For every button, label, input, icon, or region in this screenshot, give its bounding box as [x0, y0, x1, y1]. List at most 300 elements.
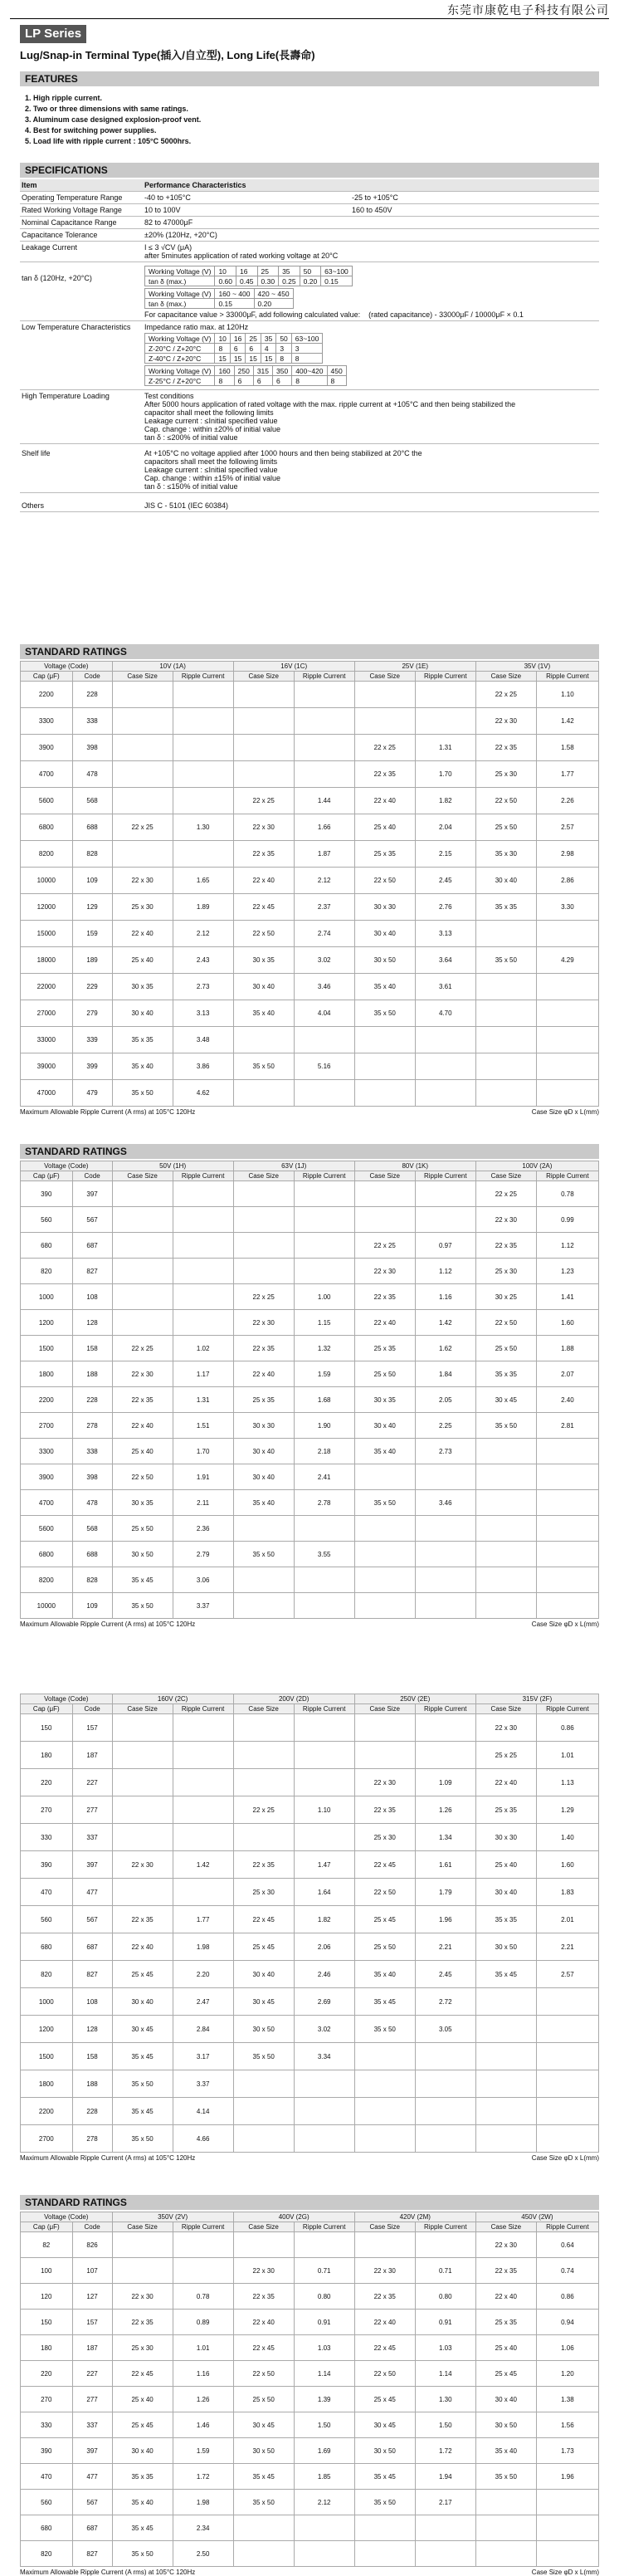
case-size-cell: 35 x 40: [354, 1439, 415, 1464]
sub-table-cell: 8: [292, 376, 327, 386]
ripple-cell: 3.64: [415, 947, 475, 974]
table-row: [21, 761, 599, 788]
cap-value: 470: [21, 2464, 73, 2490]
ripple-cell: 1.72: [415, 2438, 475, 2464]
features-list: [25, 93, 201, 147]
table-row: [21, 1567, 599, 1593]
tan-delta-table: [144, 266, 353, 286]
case-size-cell: [354, 1080, 415, 1107]
spec-row-load: [20, 390, 599, 444]
ripple-cell: 2.36: [173, 1516, 233, 1542]
sub-table-label: Working Voltage (V): [145, 289, 215, 299]
ripple-cell: 2.86: [536, 868, 598, 894]
ripple-cell: 1.01: [173, 2335, 233, 2361]
case-size-cell: 35 x 35: [112, 1027, 173, 1053]
case-size-cell: 30 x 40: [233, 1464, 294, 1490]
ripple-cell: [173, 708, 233, 735]
ripple-cell: 3.37: [173, 2070, 233, 2098]
case-size-cell: [475, 1988, 536, 2016]
ripple-cell: 1.40: [536, 1824, 598, 1851]
ripple-current-header: Ripple Current: [536, 1171, 598, 1181]
cap-value: 2200: [21, 1387, 73, 1413]
case-size-cell: 30 x 30: [233, 1413, 294, 1439]
table-row: [21, 1310, 599, 1336]
ripple-cell: 0.91: [415, 2310, 475, 2335]
ripple-cell: 1.72: [173, 2464, 233, 2490]
case-size-note: Case Size φD x L(mm): [531, 1108, 599, 1116]
ripple-cell: 1.96: [536, 2464, 598, 2490]
ripple-cell: 1.87: [294, 841, 354, 868]
case-size-cell: [354, 1567, 415, 1593]
spec-value: 10 to 100V: [144, 206, 181, 214]
case-size-header: Case Size: [475, 1704, 536, 1714]
sub-table-cell: 400~420: [292, 366, 327, 376]
ripple-current-header: Ripple Current: [294, 1171, 354, 1181]
ripple-cell: 1.03: [294, 2335, 354, 2361]
ripple-cell: [294, 2125, 354, 2153]
cap-code: 188: [72, 2070, 112, 2098]
case-size-cell: [475, 1464, 536, 1490]
table-row: [21, 841, 599, 868]
case-size-cell: 35 x 40: [112, 1053, 173, 1080]
ripple-cell: 1.30: [415, 2387, 475, 2412]
case-size-cell: [112, 708, 173, 735]
case-size-cell: 35 x 50: [233, 2490, 294, 2515]
case-size-cell: 22 x 35: [112, 1906, 173, 1933]
case-size-cell: [475, 2490, 536, 2515]
ripple-cell: 3.86: [173, 1053, 233, 1080]
sub-table-row: [145, 289, 294, 299]
ripple-cell: [536, 1027, 598, 1053]
case-size-cell: [233, 2098, 294, 2125]
spec-key: Shelf life: [22, 449, 51, 457]
case-size-header: Case Size: [354, 2222, 415, 2232]
case-size-cell: 25 x 40: [354, 814, 415, 841]
case-size-cell: 30 x 40: [475, 2387, 536, 2412]
cap-value: 82: [21, 2232, 73, 2258]
spec-row-leakage: [20, 242, 599, 262]
ripple-cell: [536, 1988, 598, 2016]
ripple-cell: 1.84: [415, 1361, 475, 1387]
case-size-cell: 35 x 50: [475, 2464, 536, 2490]
case-size-cell: [354, 1593, 415, 1619]
ripple-cell: 2.46: [294, 1961, 354, 1988]
code-header: Code: [72, 1171, 112, 1181]
case-size-cell: 22 x 40: [354, 788, 415, 814]
sub-table-cell: 6: [253, 376, 272, 386]
table-row: [21, 1259, 599, 1284]
cap-code: 228: [72, 2098, 112, 2125]
case-size-cell: 25 x 25: [475, 1742, 536, 1769]
ripple-cell: 2.12: [294, 2490, 354, 2515]
spec-line: tan δ : ≤200% of initial value: [144, 433, 238, 442]
case-size-cell: 35 x 50: [112, 2541, 173, 2567]
table-row: [21, 1207, 599, 1233]
ripple-cell: 1.79: [415, 1879, 475, 1906]
cap-code: 826: [72, 2232, 112, 2258]
ripple-cell: 1.26: [415, 1796, 475, 1824]
case-size-cell: [233, 2515, 294, 2541]
ripple-cell: [536, 1567, 598, 1593]
table-row: [21, 2412, 599, 2438]
case-size-cell: [112, 1310, 173, 1336]
case-size-cell: [354, 2098, 415, 2125]
table-footnote: [20, 1620, 599, 1628]
voltage-code-header: Voltage (Code): [21, 2212, 113, 2222]
ratings-table-2: [20, 1161, 599, 1628]
case-size-cell: 30 x 40: [112, 1000, 173, 1027]
case-size-cell: 22 x 45: [354, 1851, 415, 1879]
spec-perf-header: Performance Characteristics: [144, 181, 246, 189]
features-header: FEATURES: [20, 71, 599, 86]
ripple-cell: 1.12: [415, 1259, 475, 1284]
case-size-cell: [233, 2541, 294, 2567]
cap-code: 568: [72, 788, 112, 814]
case-size-cell: 22 x 25: [112, 814, 173, 841]
spec-key: High Temperature Loading: [22, 392, 110, 400]
ripple-cell: [173, 1714, 233, 1742]
case-size-cell: 35 x 35: [475, 894, 536, 921]
case-size-cell: 22 x 40: [233, 1361, 294, 1387]
ripple-cell: [173, 1259, 233, 1284]
ripple-cell: 1.77: [536, 761, 598, 788]
ripple-cell: 1.01: [536, 1742, 598, 1769]
cap-code: 108: [72, 1988, 112, 2016]
table-row: [21, 2070, 599, 2098]
case-size-cell: [475, 1000, 536, 1027]
case-size-cell: 35 x 40: [112, 2490, 173, 2515]
ripple-cell: 1.41: [536, 1284, 598, 1310]
cap-code: 398: [72, 735, 112, 761]
case-size-cell: 22 x 45: [233, 1906, 294, 1933]
case-size-cell: 22 x 50: [233, 2361, 294, 2387]
voltage-header: 350V (2V): [112, 2212, 233, 2222]
case-size-cell: [233, 708, 294, 735]
table-row: [21, 1742, 599, 1769]
ripple-cell: 0.78: [536, 1181, 598, 1207]
ratings-header: STANDARD RATINGS: [20, 1144, 599, 1159]
ripple-cell: [294, 1742, 354, 1769]
case-size-header: Case Size: [475, 1171, 536, 1181]
case-size-cell: [354, 2070, 415, 2098]
case-size-cell: [112, 1742, 173, 1769]
case-size-cell: [112, 841, 173, 868]
ripple-cell: [294, 2070, 354, 2098]
cap-value: 270: [21, 2387, 73, 2412]
case-size-cell: [475, 1542, 536, 1567]
case-size-cell: 22 x 50: [475, 1310, 536, 1336]
sub-table-row: [145, 299, 294, 309]
case-size-cell: 30 x 35: [112, 1490, 173, 1516]
cap-code: 187: [72, 2335, 112, 2361]
impedance-table: [144, 333, 323, 364]
sub-table-cell: 50: [300, 266, 321, 276]
cap-value: 100: [21, 2258, 73, 2284]
case-size-cell: 25 x 45: [112, 1961, 173, 1988]
case-size-cell: 22 x 40: [354, 2310, 415, 2335]
tan-note: For capacitance value > 33000μF, add following calculated value:: [144, 310, 361, 319]
ripple-cell: 3.55: [294, 1542, 354, 1567]
ripple-cell: [536, 974, 598, 1000]
ripple-cell: 1.10: [294, 1796, 354, 1824]
ripple-cell: 1.29: [536, 1796, 598, 1824]
cap-code: 187: [72, 1742, 112, 1769]
ripple-cell: 1.64: [294, 1879, 354, 1906]
cap-code: 277: [72, 1796, 112, 1824]
case-size-cell: 35 x 50: [112, 2125, 173, 2153]
case-size-cell: 22 x 45: [233, 894, 294, 921]
ripple-cell: 0.86: [536, 2284, 598, 2310]
company-name: 东莞市康乾电子科技有限公司: [447, 4, 609, 17]
case-size-cell: [354, 682, 415, 708]
spec-key: Others: [22, 501, 45, 510]
ripple-cell: 1.98: [173, 1933, 233, 1961]
ripple-cell: 2.34: [173, 2515, 233, 2541]
ripple-cell: 1.96: [415, 1906, 475, 1933]
table-row: [21, 2043, 599, 2070]
voltage-header: 200V (2D): [233, 1694, 354, 1704]
case-size-cell: [475, 2016, 536, 2043]
ripple-cell: [415, 1464, 475, 1490]
case-size-cell: 22 x 40: [112, 1933, 173, 1961]
case-size-cell: 35 x 50: [233, 1053, 294, 1080]
cap-value: 10000: [21, 1593, 73, 1619]
cap-value: 220: [21, 2361, 73, 2387]
ripple-cell: [415, 1542, 475, 1567]
cap-value: 560: [21, 2490, 73, 2515]
ripple-cell: [173, 2258, 233, 2284]
ripple-cell: 2.07: [536, 1361, 598, 1387]
product-subtitle: Lug/Snap-in Terminal Type(插入/自立型), Long Life(長壽命): [20, 49, 315, 61]
table-row: [21, 921, 599, 947]
cap-value: 3900: [21, 1464, 73, 1490]
ripple-cell: 2.69: [294, 1988, 354, 2016]
table-row: [21, 2335, 599, 2361]
case-size-cell: 30 x 45: [112, 2016, 173, 2043]
table-row: [21, 974, 599, 1000]
ripple-cell: 0.80: [294, 2284, 354, 2310]
spec-line: Leakage current : ≤Initial specified value: [144, 417, 278, 425]
sub-table-row: [145, 276, 353, 286]
ripple-cell: 4.62: [173, 1080, 233, 1107]
ripple-cell: 2.45: [415, 1961, 475, 1988]
spec-value: I ≤ 3 √CV (μA): [144, 243, 193, 252]
cap-value: 4700: [21, 761, 73, 788]
sub-table-row: [145, 344, 323, 354]
table-row: [21, 1906, 599, 1933]
sub-table-cell: 0.15: [215, 299, 254, 309]
ratings-table: [20, 2212, 599, 2567]
table-row: [21, 1361, 599, 1387]
case-size-cell: 35 x 30: [475, 841, 536, 868]
ripple-cell: 1.20: [536, 2361, 598, 2387]
sub-table-cell: 35: [279, 266, 300, 276]
case-size-cell: [475, 2043, 536, 2070]
ripple-current-header: Ripple Current: [173, 672, 233, 682]
ripple-cell: 1.50: [294, 2412, 354, 2438]
case-size-cell: 22 x 35: [112, 2310, 173, 2335]
spec-line: Leakage current : ≤Initial specified value: [144, 466, 278, 474]
ripple-cell: 2.76: [415, 894, 475, 921]
case-size-cell: [354, 1027, 415, 1053]
ripple-cell: 0.86: [536, 1714, 598, 1742]
ripple-cell: 0.99: [536, 1207, 598, 1233]
ripple-cell: [294, 761, 354, 788]
ripple-note: Maximum Allowable Ripple Current (A rms) at 105°C 120Hz: [20, 1108, 196, 1116]
cap-code: 397: [72, 1851, 112, 1879]
case-size-cell: [354, 1053, 415, 1080]
cap-code: 477: [72, 2464, 112, 2490]
sub-table-cell: 0.20: [300, 276, 321, 286]
case-size-cell: 30 x 45: [233, 1988, 294, 2016]
case-size-cell: 25 x 45: [112, 2412, 173, 2438]
ripple-cell: [294, 1181, 354, 1207]
case-size-cell: 35 x 50: [475, 947, 536, 974]
ripple-cell: [415, 1080, 475, 1107]
ripple-cell: [415, 708, 475, 735]
case-size-cell: [475, 1439, 536, 1464]
case-size-cell: [475, 1027, 536, 1053]
case-size-cell: [112, 1769, 173, 1796]
case-size-cell: 35 x 50: [112, 1080, 173, 1107]
ripple-cell: [173, 1879, 233, 1906]
voltage-header: 25V (1E): [354, 662, 475, 672]
ripple-cell: 3.06: [173, 1567, 233, 1593]
ripple-cell: [294, 1769, 354, 1796]
ripple-cell: 2.50: [173, 2541, 233, 2567]
case-size-cell: 22 x 30: [112, 2284, 173, 2310]
table-row: [21, 1933, 599, 1961]
spec-row-shelf: [20, 447, 599, 493]
table-row: [21, 2232, 599, 2258]
sub-table-cell: 6: [273, 376, 292, 386]
sub-table-cell: 8: [276, 354, 291, 364]
cap-code: 687: [72, 1933, 112, 1961]
ripple-cell: 3.48: [173, 1027, 233, 1053]
case-size-cell: 35 x 50: [233, 2043, 294, 2070]
ripple-cell: 2.72: [415, 1988, 475, 2016]
case-size-cell: 25 x 40: [475, 2335, 536, 2361]
table-row: [21, 2310, 599, 2335]
cap-value: 5600: [21, 1516, 73, 1542]
cap-code: 567: [72, 1207, 112, 1233]
ripple-note: Maximum Allowable Ripple Current (A rms) at 105°C 120Hz: [20, 1620, 196, 1628]
ripple-cell: 1.82: [415, 788, 475, 814]
ripple-cell: [415, 1742, 475, 1769]
ripple-cell: 2.98: [536, 841, 598, 868]
case-size-cell: 22 x 35: [475, 2258, 536, 2284]
ripple-cell: 1.17: [173, 1361, 233, 1387]
ripple-note: Maximum Allowable Ripple Current (A rms) at 105°C 120Hz: [20, 2569, 196, 2576]
case-size-cell: [233, 1593, 294, 1619]
spec-row: [20, 229, 599, 242]
ripple-cell: 1.50: [415, 2412, 475, 2438]
ripple-cell: [173, 1824, 233, 1851]
case-size-cell: [475, 1593, 536, 1619]
ripple-cell: 1.23: [536, 1259, 598, 1284]
cap-code: 188: [72, 1361, 112, 1387]
table-footnote: [20, 1108, 599, 1116]
case-size-cell: [233, 1080, 294, 1107]
case-size-cell: 30 x 40: [475, 1879, 536, 1906]
case-size-header: Case Size: [475, 672, 536, 682]
ripple-note: Maximum Allowable Ripple Current (A rms) at 105°C 120Hz: [20, 2154, 196, 2162]
case-size-cell: [233, 1259, 294, 1284]
table-row: [21, 1336, 599, 1361]
cap-value: 1800: [21, 2070, 73, 2098]
cap-value: 1500: [21, 2043, 73, 2070]
voltage-header: 63V (1J): [233, 1161, 354, 1171]
case-size-cell: 22 x 45: [112, 2361, 173, 2387]
ripple-cell: [415, 1593, 475, 1619]
case-size-cell: [112, 1207, 173, 1233]
table-row: [21, 1413, 599, 1439]
ripple-cell: 1.65: [173, 868, 233, 894]
ripple-cell: [294, 1593, 354, 1619]
cap-value: 820: [21, 2541, 73, 2567]
case-size-cell: [475, 1567, 536, 1593]
cap-value: 220: [21, 1769, 73, 1796]
cap-code: 337: [72, 2412, 112, 2438]
ripple-cell: [173, 841, 233, 868]
top-divider: [10, 18, 609, 19]
voltage-header: 50V (1H): [112, 1161, 233, 1171]
case-size-cell: 22 x 40: [475, 2284, 536, 2310]
case-size-cell: 25 x 35: [475, 2310, 536, 2335]
ripple-current-header: Ripple Current: [536, 672, 598, 682]
table-footnote: [20, 2569, 599, 2576]
table-row: [21, 1233, 599, 1259]
cap-value: 560: [21, 1906, 73, 1933]
sub-table-cell: 15: [230, 354, 245, 364]
sub-table-label: Working Voltage (V): [145, 366, 215, 376]
ripple-cell: 0.80: [415, 2284, 475, 2310]
ripple-cell: 2.81: [536, 1413, 598, 1439]
case-size-header: Case Size: [354, 1704, 415, 1714]
ripple-cell: 3.02: [294, 2016, 354, 2043]
cap-value: 3300: [21, 1439, 73, 1464]
case-size-cell: 25 x 45: [354, 1906, 415, 1933]
cap-code: 688: [72, 814, 112, 841]
ripple-cell: [415, 1567, 475, 1593]
ripple-cell: 1.82: [294, 1906, 354, 1933]
case-size-cell: 30 x 40: [233, 974, 294, 1000]
voltage-header: 400V (2G): [233, 2212, 354, 2222]
table-row: [21, 708, 599, 735]
cap-code: 399: [72, 1053, 112, 1080]
cap-code: 128: [72, 2016, 112, 2043]
case-size-cell: 30 x 50: [475, 1933, 536, 1961]
case-size-cell: [233, 1207, 294, 1233]
cap-value: 47000: [21, 1080, 73, 1107]
table-row: [21, 1824, 599, 1851]
case-size-cell: [354, 1516, 415, 1542]
cap-value: 680: [21, 1233, 73, 1259]
cap-value: 680: [21, 2515, 73, 2541]
case-size-cell: [112, 735, 173, 761]
ripple-cell: 1.70: [173, 1439, 233, 1464]
case-size-cell: 35 x 35: [475, 1361, 536, 1387]
sub-table-cell: 0.25: [279, 276, 300, 286]
case-size-cell: 22 x 45: [354, 2335, 415, 2361]
ripple-cell: 1.16: [415, 1284, 475, 1310]
ripple-cell: [294, 735, 354, 761]
case-size-cell: 35 x 35: [475, 1906, 536, 1933]
sub-table-cell: 6: [230, 344, 245, 354]
cap-value: 180: [21, 2335, 73, 2361]
spec-item-header: Item: [22, 181, 37, 189]
case-size-cell: [475, 921, 536, 947]
